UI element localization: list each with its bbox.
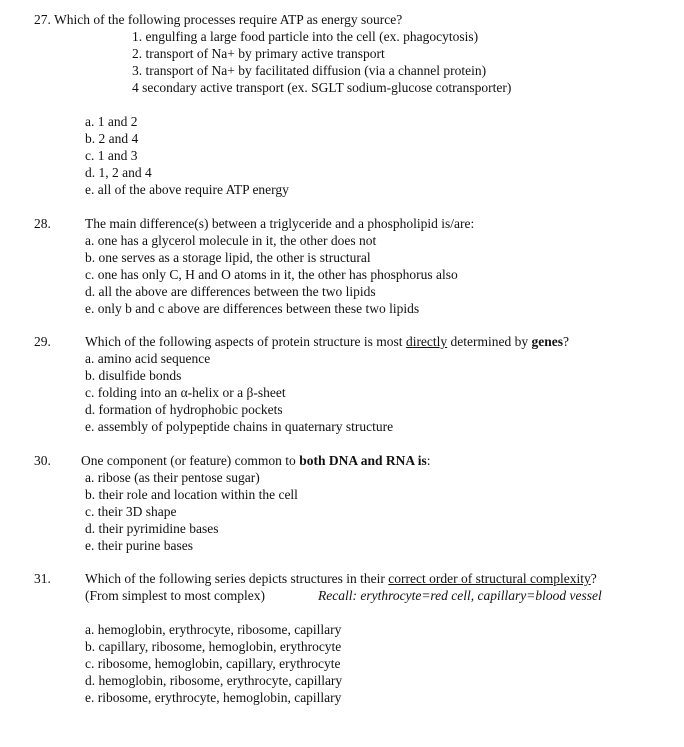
- q31-option-d: d. hemoglobin, ribosome, erythrocyte, capillary: [85, 673, 343, 688]
- q30-option-d: d. their pyrimidine bases: [85, 521, 219, 536]
- q31-recall-note: Recall: erythrocyte=red cell, capillary=blood vessel: [318, 588, 602, 603]
- q31-number: 31.: [34, 571, 51, 586]
- q27-option-a: a. 1 and 2: [85, 114, 138, 129]
- q30-option-a: a. ribose (as their pentose sugar): [85, 470, 260, 485]
- q29-option-d: d. formation of hydrophobic pockets: [85, 402, 283, 417]
- q27-stem: 27. Which of the following processes require ATP as energy source?: [34, 12, 403, 27]
- q27-option-e: e. all of the above require ATP energy: [85, 182, 289, 197]
- q27-option-b: b. 2 and 4: [85, 131, 139, 146]
- q29-option-b: b. disulfide bonds: [85, 368, 182, 383]
- q31-stem-underlined: correct order of structural complexity: [388, 571, 591, 586]
- q27-option-d: d. 1, 2 and 4: [85, 165, 152, 180]
- q29-option-e: e. assembly of polypeptide chains in quaternary structure: [85, 419, 394, 434]
- q30-stem: One component (or feature) common to both DNA and RNA is:: [81, 453, 431, 468]
- q28-option-b: b. one serves as a storage lipid, the other is structural: [85, 250, 371, 265]
- q28-option-a: a. one has a glycerol molecule in it, the other does not: [85, 233, 377, 248]
- q30-option-e: e. their purine bases: [85, 538, 193, 553]
- q31-option-e: e. ribosome, erythrocyte, hemoglobin, capillary: [85, 690, 342, 705]
- q31-option-b: b. capillary, ribosome, hemoglobin, erythrocyte: [85, 639, 342, 654]
- q31-stem: Which of the following series depicts structures in their correct order of structural complexity?: [85, 571, 597, 586]
- q28-option-e: e. only b and c above are differences between these two lipids: [85, 301, 420, 316]
- q30-option-b: b. their role and location within the cell: [85, 487, 298, 502]
- q28-number: 28.: [34, 216, 51, 231]
- q29-stem-bold: genes: [531, 334, 564, 349]
- q27-item-3: 3. transport of Na+ by facilitated diffusion (via a channel protein): [132, 63, 487, 78]
- q27-option-c: c. 1 and 3: [85, 148, 138, 163]
- q29-stem-underlined: directly: [405, 334, 448, 349]
- q28-option-d: d. all the above are differences between the two lipids: [85, 284, 376, 299]
- q30-number: 30.: [34, 453, 51, 468]
- q30-stem-bold: both DNA and RNA is: [299, 453, 427, 468]
- q28-option-c: c. one has only C, H and O atoms in it, the other has phosphorus also: [85, 267, 458, 282]
- q31-option-c: c. ribosome, hemoglobin, capillary, erythrocyte: [85, 656, 341, 671]
- q27-item-1: 1. engulfing a large food particle into the cell (ex. phagocytosis): [132, 29, 479, 44]
- q27-item-2: 2. transport of Na+ by primary active transport: [132, 46, 385, 61]
- q29-stem: Which of the following aspects of protein structure is most directly determined by genes?: [85, 334, 570, 349]
- q29-option-a: a. amino acid sequence: [85, 351, 211, 366]
- q31-subtitle: (From simplest to most complex): [85, 588, 265, 603]
- q29-number: 29.: [34, 334, 51, 349]
- q31-option-a: a. hemoglobin, erythrocyte, ribosome, capillary: [85, 622, 342, 637]
- q30-option-c: c. their 3D shape: [85, 504, 177, 519]
- q28-stem: The main difference(s) between a triglyceride and a phospholipid is/are:: [85, 216, 475, 231]
- q27-item-4: 4 secondary active transport (ex. SGLT sodium-glucose cotransporter): [132, 80, 512, 95]
- q29-option-c: c. folding into an α-helix or a β-sheet: [85, 385, 286, 400]
